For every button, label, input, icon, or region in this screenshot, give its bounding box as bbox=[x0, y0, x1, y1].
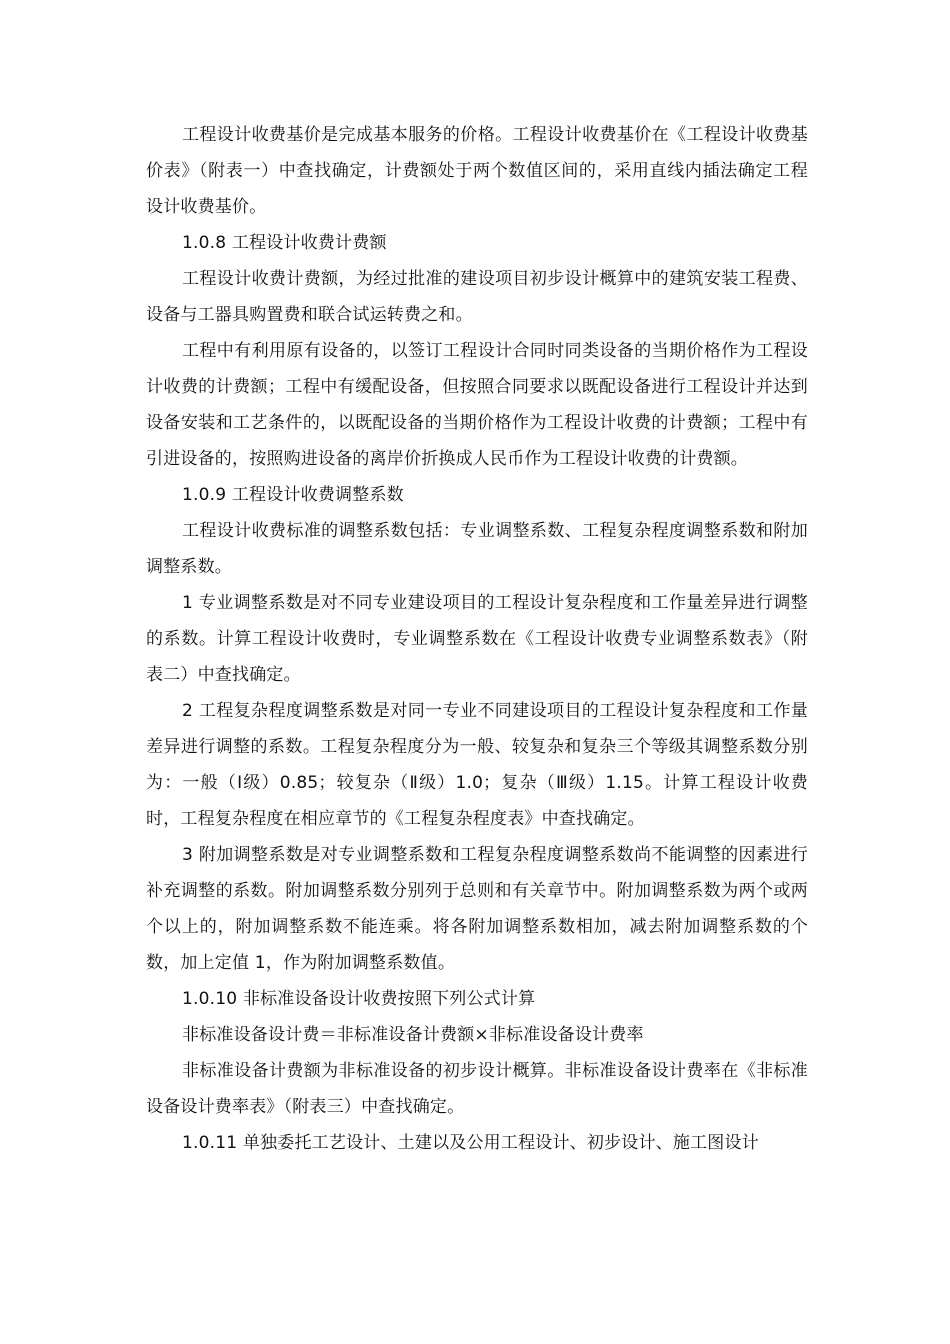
paragraph-professional-coefficient: 1 专业调整系数是对不同专业建设项目的工程设计复杂程度和工作量差异进行调整的系数。计算工程设计收费时，专业调整系数在《工程设计收费专业调整系数表》（附表二）中查找确定。 bbox=[146, 593, 808, 685]
paragraph-adjust-coefficients: 工程设计收费标准的调整系数包括：专业调整系数、工程复杂程度调整系数和附加调整系数。 bbox=[146, 521, 808, 577]
heading-1-0-11: 1.0.11 单独委托工艺设计、土建以及公用工程设计、初步设计、施工图设计 bbox=[182, 1133, 759, 1153]
paragraph-base-price: 工程设计收费基价是完成基本服务的价格。工程设计收费基价在《工程设计收费基价表》（附表一）中查找确定，计费额处于两个数值区间的，采用直线内插法确定工程设计收费基价。 bbox=[146, 125, 808, 217]
paragraph-additional-coefficient: 3 附加调整系数是对专业调整系数和工程复杂程度调整系数尚不能调整的因素进行补充调整的系数。附加调整系数分别列于总则和有关章节中。附加调整系数为两个或两个以上的，附加调整系数不能连乘。将各附加调整系数相加，减去附加调整系数的个数，加上定值 1，作为附加调整系数值。 bbox=[146, 845, 808, 973]
paragraph-complexity-coefficient: 2 工程复杂程度调整系数是对同一专业不同建设项目的工程设计复杂程度和工作量差异进行调整的系数。工程复杂程度分为一般、较复杂和复杂三个等级其调整系数分别为：一般（Ⅰ级）0.85；较复杂（Ⅱ级）1.0；复杂（Ⅲ级）1.15。计算工程设计收费时，工程复杂程度在相应章节的《工程复杂程度表》中查找确定。 bbox=[146, 701, 808, 829]
paragraph-equipment-fee: 工程中有利用原有设备的，以签订工程设计合同时同类设备的当期价格作为工程设计收费的计费额；工程中有缓配设备，但按照合同要求以既配设备进行工程设计并达到设备安装和工艺条件的，以既配设备的当期价格作为工程设计收费的计费额；工程中有引进设备的，按照购进设备的离岸价折换成人民币作为工程设计收费的计费额。 bbox=[146, 341, 808, 469]
paragraph-formula: 非标准设备设计费＝非标准设备计费额×非标准设备设计费率 bbox=[182, 1025, 644, 1045]
heading-1-0-9: 1.0.9 工程设计收费调整系数 bbox=[182, 485, 404, 505]
heading-1-0-10: 1.0.10 非标准设备设计收费按照下列公式计算 bbox=[182, 989, 536, 1009]
heading-1-0-8: 1.0.8 工程设计收费计费额 bbox=[182, 233, 387, 253]
paragraph-fee-basis: 工程设计收费计费额，为经过批准的建设项目初步设计概算中的建筑安装工程费、设备与工器具购置费和联合试运转费之和。 bbox=[146, 269, 808, 325]
document-body bbox=[146, 117, 808, 1161]
paragraph-nonstandard-rate: 非标准设备计费额为非标准设备的初步设计概算。非标准设备设计费率在《非标准设备设计费率表》（附表三）中查找确定。 bbox=[146, 1061, 808, 1117]
